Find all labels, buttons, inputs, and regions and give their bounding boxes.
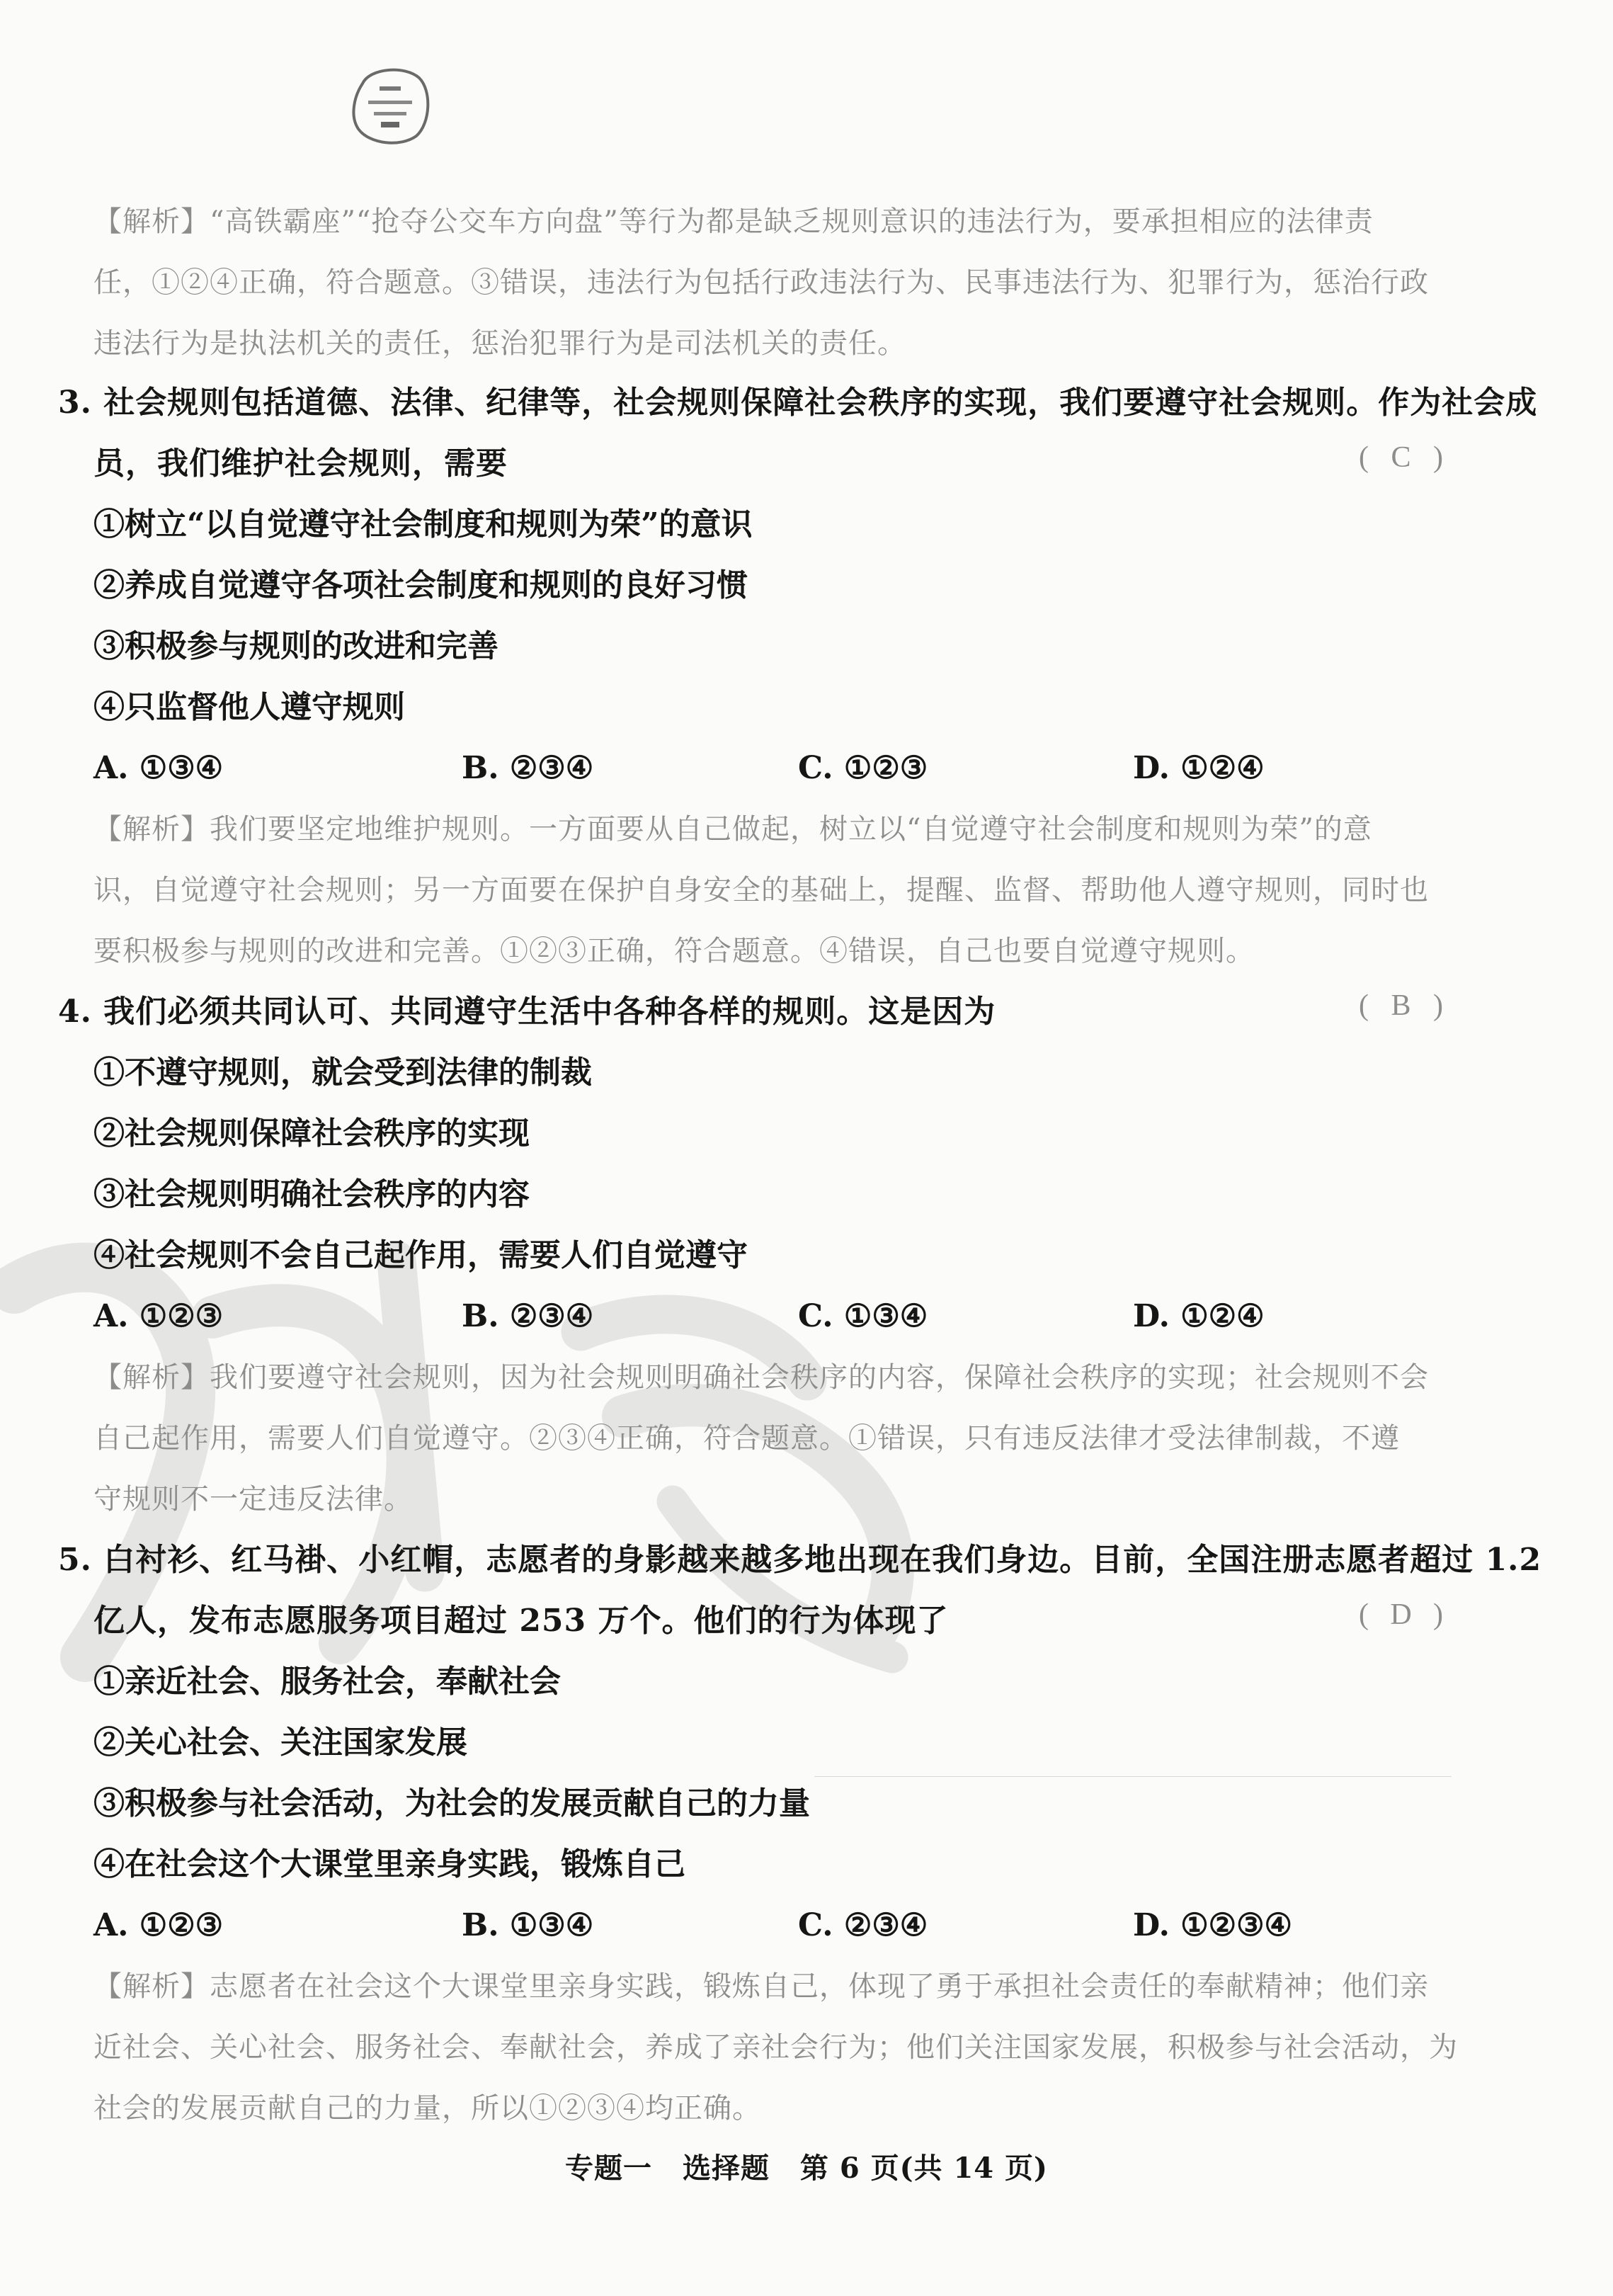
q5-choice-d: D. ①②③④ (1133, 1907, 1293, 1943)
q2-analysis-line-3: 违法行为是执法机关的责任，惩治犯罪行为是司法机关的责任。 (93, 327, 906, 360)
q3-stem-line-1: 3. 社会规则包括道德、法律、纪律等，社会规则保障社会秩序的实现，我们要遵守社会规则。作为社会成 (58, 385, 1538, 421)
q3-option-1: ①树立“以自觉遵守社会制度和规则为荣”的意识 (93, 506, 753, 542)
q4-option-2: ②社会规则保障社会秩序的实现 (93, 1115, 530, 1152)
q4-choice-d: D. ①②④ (1133, 1298, 1265, 1334)
q3-choice-d: D. ①②④ (1133, 750, 1265, 786)
q3-analysis-line-3: 要积极参与规则的改进和完善。①②③正确，符合题意。④错误，自己也要自觉遵守规则。 (93, 935, 1255, 967)
seal-stamp-icon (348, 62, 433, 147)
q5-stem-line-2: 亿人，发布志愿服务项目超过 253 万个。他们的行为体现了 (93, 1603, 949, 1639)
q5-analysis-line-2: 近社会、关心社会、服务社会、奉献社会，养成了亲社会行为；他们关注国家发展，积极参与社会活动，为 (93, 2031, 1458, 2064)
page-footer (0, 2146, 1613, 2186)
q4-choice-b: B. ②③④ (462, 1298, 594, 1334)
q4-analysis-line-3: 守规则不一定违反法律。 (93, 1483, 413, 1516)
q4-choice-a: A. ①②③ (93, 1298, 224, 1334)
q5-choice-c: C. ②③④ (798, 1907, 928, 1943)
q2-analysis-line-2: 任，①②④正确，符合题意。③错误，违法行为包括行政违法行为、民事违法行为、犯罪行为，惩治行政 (93, 266, 1429, 299)
q4-choice-c: C. ①③④ (798, 1298, 928, 1334)
q5-option-1: ①亲近社会、服务社会，奉献社会 (93, 1664, 561, 1700)
q3-analysis-line-1: 【解析】我们要坚定地维护规则。一方面要从自己做起，树立以“自觉遵守社会制度和规则为荣”的意 (93, 813, 1372, 846)
footer-topic: 专题一 (565, 2152, 653, 2185)
footer-section: 选择题 (682, 2152, 770, 2185)
q5-option-2: ②关心社会、关注国家发展 (93, 1724, 467, 1761)
q4-option-4: ④社会规则不会自己起作用，需要人们自觉遵守 (93, 1237, 748, 1273)
q3-choice-a: A. ①③④ (93, 750, 224, 786)
q4-option-3: ③社会规则明确社会秩序的内容 (93, 1176, 530, 1212)
q4-analysis-line-2: 自己起作用，需要人们自觉遵守。②③④正确，符合题意。①错误，只有违反法律才受法律制裁，不遵 (93, 1422, 1400, 1455)
q3-analysis-line-2: 识，自觉遵守社会规则；另一方面要在保护自身安全的基础上，提醒、监督、帮助他人遵守规则，同时也 (93, 874, 1429, 907)
q5-choice-b: B. ①③④ (462, 1907, 594, 1943)
q3-option-3: ③积极参与规则的改进和完善 (93, 628, 498, 664)
q5-stem-line-1: 5. 白衬衫、红马褂、小红帽，志愿者的身影越来越多地出现在我们身边。目前，全国注册志愿者超过 1.2 (58, 1542, 1542, 1578)
q3-answer: ( C ) (1359, 441, 1443, 474)
q5-option-3: ③积极参与社会活动，为社会的发展贡献自己的力量 (93, 1785, 810, 1822)
q2-analysis-line-1: 【解析】“高铁霸座”“抢夺公交车方向盘”等行为都是缺乏规则意识的违法行为，要承担相应的法律责 (93, 205, 1374, 238)
q5-analysis-line-1: 【解析】志愿者在社会这个大课堂里亲身实践，锻炼自己，体现了勇于承担社会责任的奉献精神；他们亲 (93, 1970, 1429, 2003)
q3-stem-line-2: 员，我们维护社会规则，需要 (93, 445, 508, 482)
q5-option-4: ④在社会这个大课堂里亲身实践，锻炼自己 (93, 1846, 685, 1882)
q5-answer: ( D ) (1359, 1598, 1443, 1631)
q3-choice-b: B. ②③④ (462, 750, 594, 786)
q3-choice-c: C. ①②③ (798, 750, 928, 786)
q5-choice-a: A. ①②③ (93, 1907, 224, 1943)
q3-option-2: ②养成自觉遵守各项社会制度和规则的良好习惯 (93, 567, 748, 603)
divider-line (814, 1776, 1452, 1777)
q4-analysis-line-1: 【解析】我们要遵守社会规则，因为社会规则明确社会秩序的内容，保障社会秩序的实现；社会规则不会 (93, 1361, 1429, 1394)
q4-answer: ( B ) (1359, 989, 1443, 1022)
q5-analysis-line-3: 社会的发展贡献自己的力量，所以①②③④均正确。 (93, 2092, 761, 2125)
q4-option-1: ①不遵守规则，就会受到法律的制裁 (93, 1055, 592, 1091)
q3-option-4: ④只监督他人遵守规则 (93, 689, 405, 725)
q4-stem-line-1: 4. 我们必须共同认可、共同遵守生活中各种各样的规则。这是因为 (58, 994, 996, 1030)
footer-page-number: 第 6 页(共 14 页) (799, 2152, 1048, 2185)
